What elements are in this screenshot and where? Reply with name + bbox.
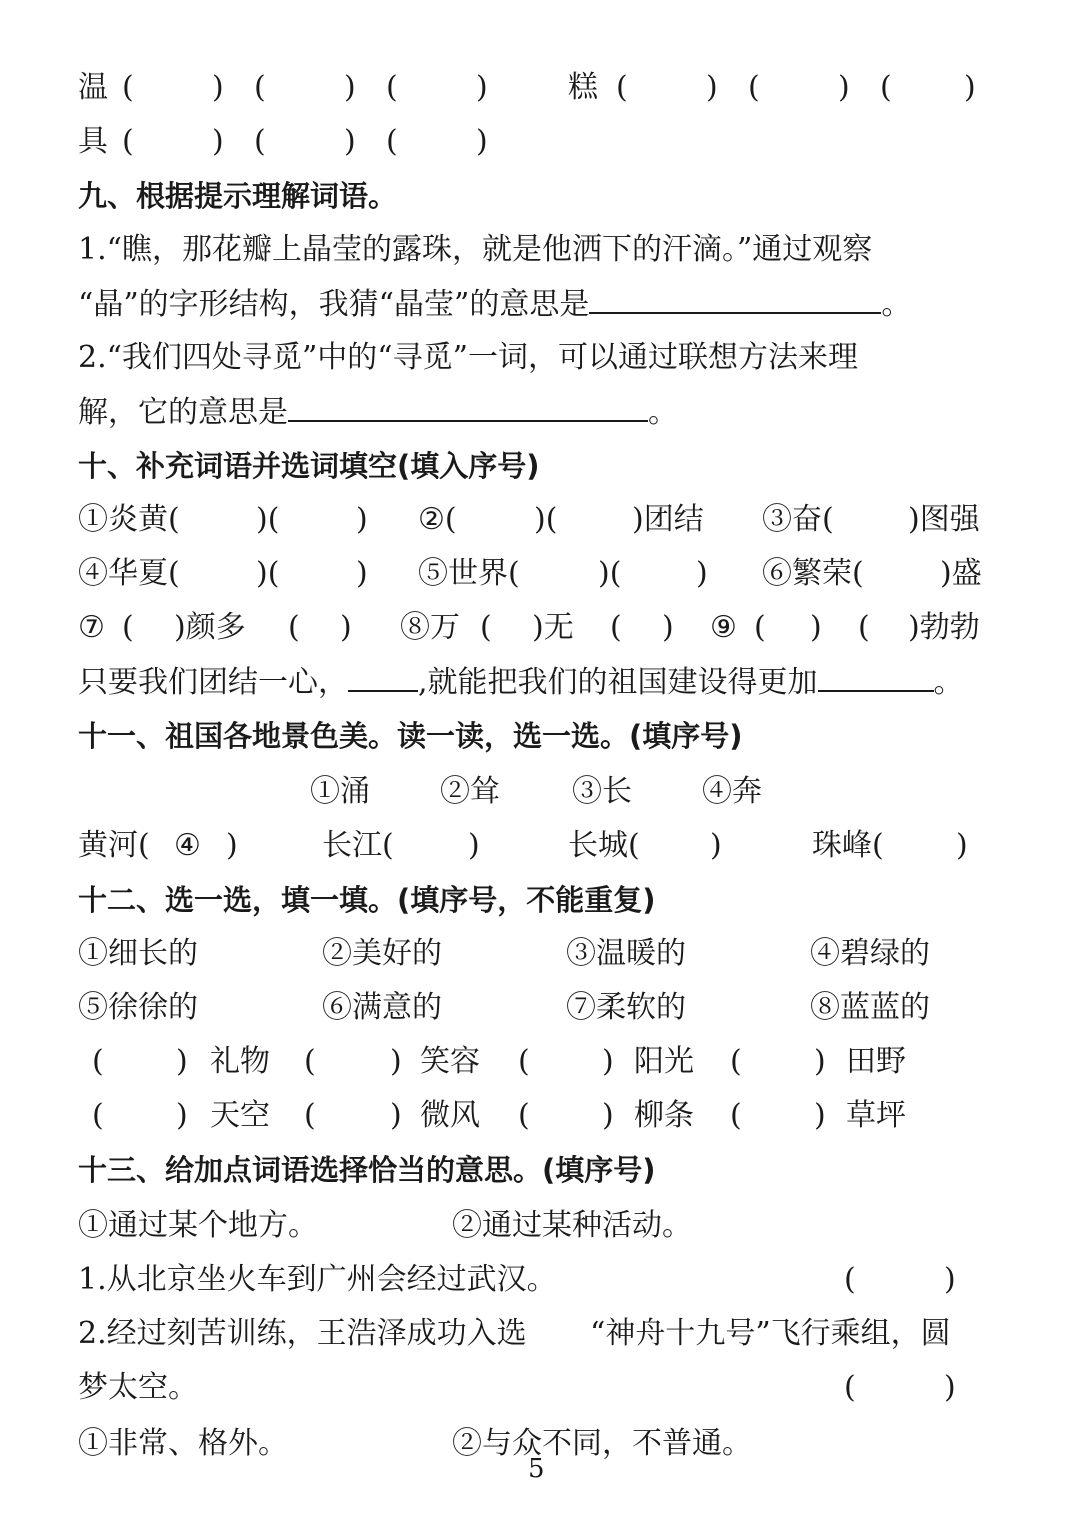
idiom-7-num: ⑦ xyxy=(78,610,105,645)
paren-close: ) xyxy=(176,1044,188,1079)
fill-noun-1: 礼物 xyxy=(210,1044,270,1079)
paren-open: ( xyxy=(92,1098,104,1133)
paren-open: ( xyxy=(480,610,492,645)
fill-noun-3: 阳光 xyxy=(634,1044,694,1079)
paren-close: ) xyxy=(956,828,968,863)
paren-open: ( xyxy=(122,124,134,159)
paren-close: ) xyxy=(468,828,480,863)
paren-open: ( xyxy=(386,70,398,105)
paren-close: ) xyxy=(212,70,224,105)
answer-blank[interactable] xyxy=(288,392,648,422)
period: 。 xyxy=(648,395,678,430)
meaning-1: ①通过某个地方。 xyxy=(78,1208,318,1243)
paren-close: ) xyxy=(944,1370,956,1405)
paren-open[interactable]: ( xyxy=(844,1370,856,1405)
char-wen: 温 xyxy=(78,70,108,105)
page-number: 5 xyxy=(528,1454,545,1484)
option-8: ⑧蓝蓝的 xyxy=(810,990,930,1025)
idiom-1-end: ) xyxy=(356,502,368,537)
paren-close: ) xyxy=(176,1098,188,1133)
paren-close: ) xyxy=(390,1098,402,1133)
paren-close: ) xyxy=(226,828,238,863)
section-9-title: 九、根据提示理解词语。 xyxy=(78,179,398,213)
paren-open: ( xyxy=(518,1098,530,1133)
paren-close: ) xyxy=(838,70,850,105)
option-2: ②美好的 xyxy=(322,936,442,971)
paren-open: ( xyxy=(288,610,300,645)
idiom-3-start: ③奋( xyxy=(762,502,834,537)
period: 。 xyxy=(933,665,964,700)
paren-open: ( xyxy=(748,70,760,105)
fill-noun-2: 笑容 xyxy=(420,1044,480,1079)
section-13-title: 十三、给加点词语选择恰当的意思。(填序号) xyxy=(78,1153,656,1187)
idiom-6-end: )盛 xyxy=(940,556,982,591)
paren-open: ( xyxy=(616,70,628,105)
answer-blank[interactable] xyxy=(589,284,881,314)
fill-noun-6: 微风 xyxy=(420,1098,480,1133)
fill-noun-8: 草坪 xyxy=(846,1098,906,1133)
paren-close: ) xyxy=(710,828,722,863)
meaning-2: ②与众不同，不普通。 xyxy=(452,1426,752,1461)
paren-open: ( xyxy=(304,1044,316,1079)
idiom-1-start: ①炎黄( xyxy=(78,502,180,537)
item-huanghe-answer[interactable]: ④ xyxy=(174,828,201,863)
sentence-part-b: ,就能把我们的祖国建设得更加 xyxy=(418,665,818,700)
idiom-4-mid: )( xyxy=(256,556,280,591)
option-3: ③温暖的 xyxy=(566,936,686,971)
paren-close: ) xyxy=(212,124,224,159)
paren-close: ) xyxy=(476,124,488,159)
meaning-1: ①非常、格外。 xyxy=(78,1426,288,1461)
char-ju: 具 xyxy=(78,124,108,159)
item-zhufeng: 珠峰( xyxy=(812,828,884,863)
paren-open[interactable]: ( xyxy=(844,1262,856,1297)
option-3: ③长 xyxy=(572,774,632,809)
paren-open: ( xyxy=(880,70,892,105)
section-10-title: 十、补充词语并选词填空(填入序号) xyxy=(78,449,540,483)
idiom-6-start: ⑥繁荣( xyxy=(762,556,864,591)
idiom-2-end: )团结 xyxy=(632,502,704,537)
idiom-4-start: ④华夏( xyxy=(78,556,180,591)
paren-open: ( xyxy=(730,1098,742,1133)
sec9-q1-text: “晶”的字形结构，我猜“晶莹”的意思是 xyxy=(78,287,590,322)
idiom-2-mid: )( xyxy=(534,502,558,537)
paren-close: ) xyxy=(344,70,356,105)
paren-open: ( xyxy=(858,610,870,645)
paren-close: ) xyxy=(344,124,356,159)
paren-open: ( xyxy=(254,70,266,105)
sec9-q2-line1: 2.“我们四处寻觅”中的“寻觅”一词，可以通过联想方法来理 xyxy=(78,340,858,375)
idiom-7-mid: )颜多 xyxy=(174,610,246,645)
sec13-q2-quote: “神舟十九号”飞行乘组，圆 xyxy=(590,1316,951,1351)
option-4: ④奔 xyxy=(702,774,762,809)
sec13-q1-text: 1.从北京坐火车到广州会经过武汉。 xyxy=(78,1262,557,1297)
idiom-4-end: ) xyxy=(356,556,368,591)
sec9-q2-line2 xyxy=(78,392,678,433)
option-7: ⑦柔软的 xyxy=(566,990,686,1025)
option-2: ②耸 xyxy=(440,774,500,809)
paren-open: ( xyxy=(754,610,766,645)
paren-close: ) xyxy=(602,1098,614,1133)
sentence-part-a: 只要我们团结一心， xyxy=(78,665,348,700)
paren-open: ( xyxy=(122,610,134,645)
idiom-3-end: )图强 xyxy=(908,502,980,537)
paren-close: ) xyxy=(964,70,976,105)
idiom-5-end: ) xyxy=(696,556,708,591)
paren-open: ( xyxy=(518,1044,530,1079)
sec13-q2-end: 梦太空。 xyxy=(78,1370,198,1405)
paren-open: ( xyxy=(92,1044,104,1079)
meaning-2: ②通过某种活动。 xyxy=(452,1208,692,1243)
paren-open: ( xyxy=(254,124,266,159)
paren-open: ( xyxy=(386,124,398,159)
idiom-2-start: ②( xyxy=(418,502,457,537)
fill-noun-7: 柳条 xyxy=(634,1098,694,1133)
answer-blank[interactable] xyxy=(348,662,418,692)
option-5: ⑤徐徐的 xyxy=(78,990,198,1025)
paren-close: ) xyxy=(476,70,488,105)
idiom-8-mid: )无 xyxy=(532,610,574,645)
item-changjiang: 长江( xyxy=(322,828,394,863)
paren-close: ) xyxy=(706,70,718,105)
paren-close: ) xyxy=(602,1044,614,1079)
paren-open: ( xyxy=(730,1044,742,1079)
option-4: ④碧绿的 xyxy=(810,936,930,971)
section-12-title: 十二、选一选，填一填。(填序号，不能重复) xyxy=(78,883,656,917)
paren-close: ) xyxy=(390,1044,402,1079)
option-1: ①细长的 xyxy=(78,936,198,971)
sec13-q2-text: 2.经过刻苦训练，王浩泽成功入选 xyxy=(78,1316,527,1351)
option-1: ①涌 xyxy=(310,774,370,809)
idiom-8-start: ⑧万 xyxy=(400,610,460,645)
idiom-9-num: ⑨ xyxy=(710,610,737,645)
option-6: ⑥满意的 xyxy=(322,990,442,1025)
paren-close: ) xyxy=(340,610,352,645)
paren-close: ) xyxy=(662,610,674,645)
fill-noun-5: 天空 xyxy=(210,1098,270,1133)
paren-close: ) xyxy=(814,1044,826,1079)
item-changcheng: 长城( xyxy=(568,828,640,863)
section-11-title: 十一、祖国各地景色美。读一读，选一选。(填序号) xyxy=(78,719,743,753)
paren-close: ) xyxy=(814,1098,826,1133)
paren-close: ) xyxy=(810,610,822,645)
char-gao: 糕 xyxy=(568,70,598,105)
paren-open: ( xyxy=(304,1098,316,1133)
period: 。 xyxy=(881,287,912,322)
answer-blank[interactable] xyxy=(818,662,934,692)
sec9-q2-text: 解，它的意思是 xyxy=(78,395,288,430)
idiom-5-start: ⑤世界( xyxy=(418,556,520,591)
sec10-sentence xyxy=(78,662,964,703)
sec9-q1-line1: 1.“瞧，那花瓣上晶莹的露珠，就是他洒下的汗滴。”通过观察 xyxy=(78,232,873,267)
sec9-q1-line2 xyxy=(78,284,911,325)
paren-open: ( xyxy=(610,610,622,645)
idiom-5-mid: )( xyxy=(598,556,622,591)
paren-close: ) xyxy=(944,1262,956,1297)
item-huanghe: 黄河( xyxy=(78,828,150,863)
fill-noun-4: 田野 xyxy=(846,1044,906,1079)
idiom-9-end: )勃勃 xyxy=(908,610,980,645)
idiom-1-mid: )( xyxy=(256,502,280,537)
paren-open: ( xyxy=(122,70,134,105)
